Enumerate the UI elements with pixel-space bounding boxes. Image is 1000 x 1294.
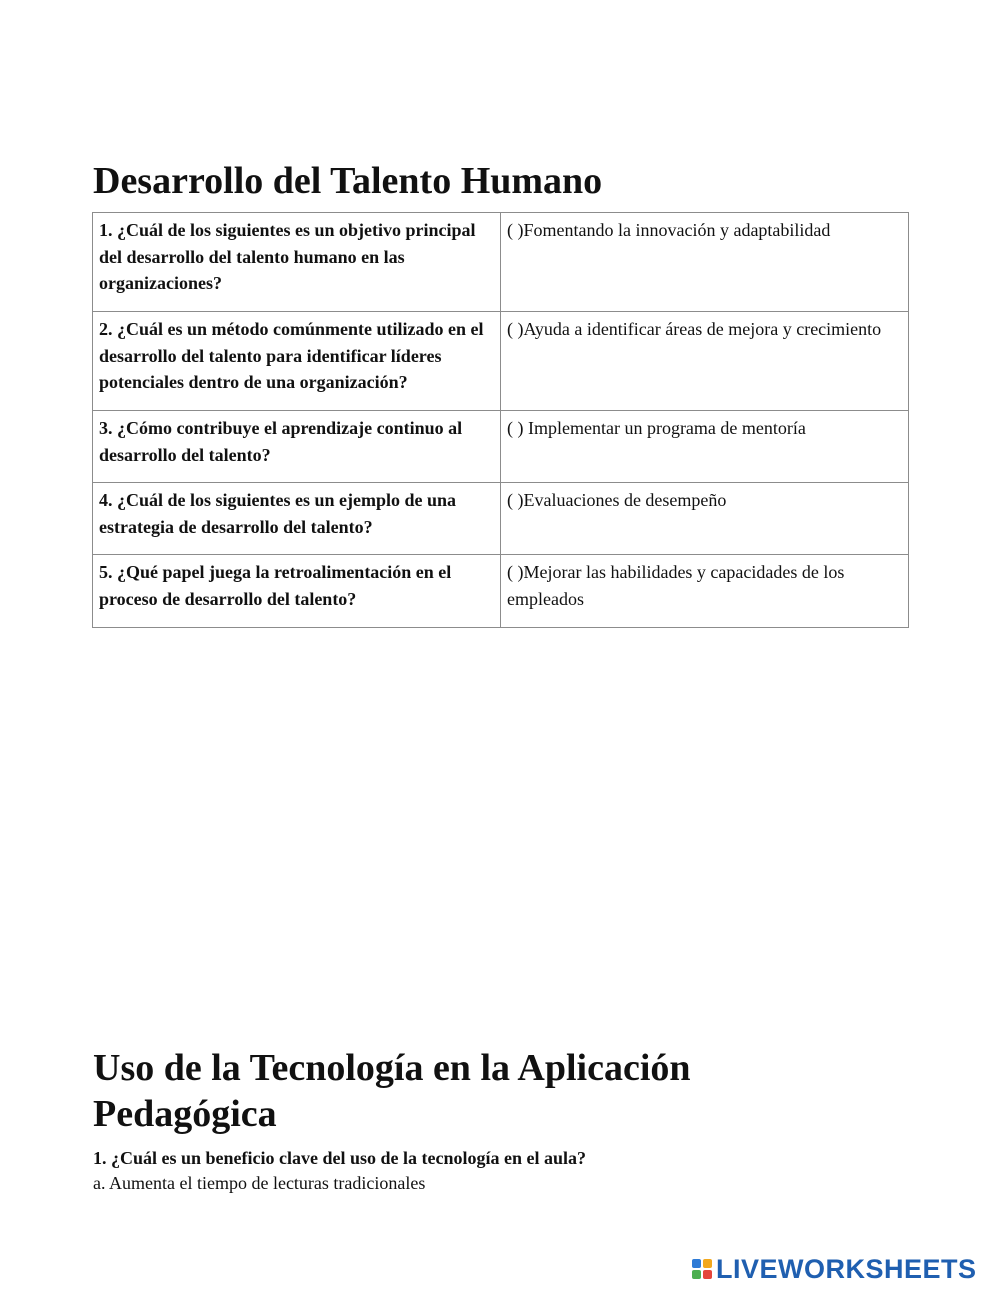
table-row xyxy=(93,411,909,483)
table-row xyxy=(93,213,909,312)
question-cell: 2. ¿Cuál es un método comúnmente utilizado en el desarrollo del talento para identificar líderes potenciales dentro de una organización? xyxy=(93,312,501,411)
section-title-tecnologia: Uso de la Tecnología en la Aplicación Pedagógica xyxy=(93,1047,691,1135)
question-cell: 5. ¿Qué papel juega la retroalimentación en el proceso de desarrollo del talento? xyxy=(93,555,501,628)
answer-cell[interactable]: ( )Mejorar las habilidades y capacidades de los empleados xyxy=(501,555,909,628)
question-cell: 1. ¿Cuál de los siguientes es un objetivo principal del desarrollo del talento humano en las organizaciones? xyxy=(93,213,501,312)
section-title-talento: Desarrollo del Talento Humano xyxy=(93,160,603,202)
answer-cell[interactable]: ( )Ayuda a identificar áreas de mejora y crecimiento xyxy=(501,312,909,411)
brand-name: LIVEWORKSHEETS xyxy=(716,1253,977,1284)
table-row xyxy=(93,312,909,411)
answer-option-a[interactable]: a. Aumenta el tiempo de lecturas tradicionales xyxy=(93,1173,426,1193)
table-row xyxy=(93,555,909,628)
liveworksheets-logo-icon xyxy=(692,1259,712,1279)
liveworksheets-logo xyxy=(692,1252,977,1286)
question-cell: 3. ¿Cómo contribuye el aprendizaje continuo al desarrollo del talento? xyxy=(93,411,501,483)
answer-cell[interactable]: ( )Fomentando la innovación y adaptabilidad xyxy=(501,213,909,312)
question-text: 1. ¿Cuál es un beneficio clave del uso de la tecnología en el aula? xyxy=(93,1148,586,1168)
question-cell: 4. ¿Cuál de los siguientes es un ejemplo de una estrategia de desarrollo del talento? xyxy=(93,483,501,555)
matching-table xyxy=(92,212,909,628)
answer-cell[interactable]: ( )Evaluaciones de desempeño xyxy=(501,483,909,555)
answer-cell[interactable]: ( ) Implementar un programa de mentoría xyxy=(501,411,909,483)
table-row xyxy=(93,483,909,555)
